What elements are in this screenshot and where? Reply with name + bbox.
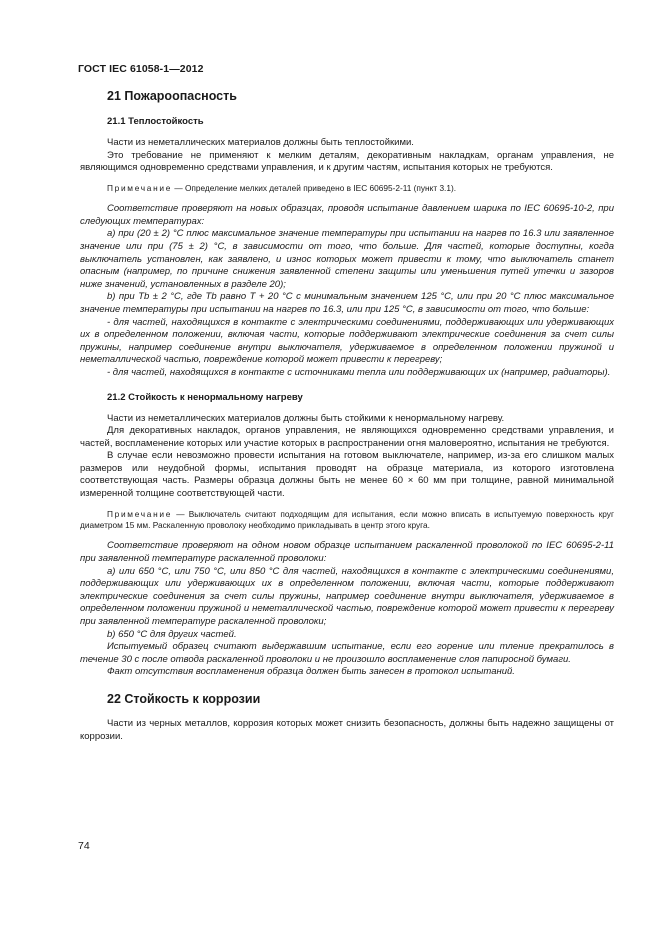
paragraph: Части из неметаллических материалов должны быть теплостойкими. <box>107 137 414 148</box>
paragraph: Части из неметаллических материалов должны быть стойкими к ненормальному нагреву. <box>107 412 505 424</box>
note-label: Примечание <box>107 508 173 519</box>
page-number: 74 <box>78 840 90 852</box>
italic-paragraph: - для частей, находящихся в контакте с источниками тепла или поддерживающих их (например, радиаторы). <box>107 366 611 378</box>
subsection-21-2-title: 21.2 Стойкость к ненормальному нагреву <box>107 391 303 403</box>
note <box>80 509 614 532</box>
italic-paragraph: Соответствие проверяют на одном новом образце испытанием раскаленной проволокой по IEC 60695-2-11 при заявленной температуре раскаленной проволоки: <box>80 540 614 565</box>
paragraph: Части из черных металлов, коррозия которых может снизить безопасность, должны быть надежно защищены от коррозии. <box>80 718 614 742</box>
italic-paragraph: Соответствие проверяют на новых образцах, проводя испытание давлением шарика по IEC 60695-10-2, при следующих температурах: <box>80 203 614 227</box>
section-22-title: 22 Стойкость к коррозии <box>107 692 261 706</box>
section-21-title: 21 Пожароопасность <box>107 89 237 103</box>
italic-paragraph: a) или 650 °С, или 750 °С, или 850 °С для частей, находящихся в контакте с электрическими соединениями, поддерживающих или удерживающих их в определенном положении, включая части, которые поддерживают электрические соединения за счет силы пружины, например соединение внутри выключателя, удерживаемое в определенном положении пружиной и неметаллической частью, повреждение которой может привести к перегреву при заявленной температуре раскаленной проволоки; <box>80 565 614 628</box>
note-label: Примечание <box>107 182 173 193</box>
italic-paragraph: b) 650 °С для других частей. <box>107 628 237 640</box>
italic-paragraph: b) при Tb ± 2 °С, где Tb равно T + 20 °С с минимальным значением 125 °С, или при 20 °С плюс максимальное значение температуры при испытании на нагрев по 16.3, или при 125 °С, в зависимости от того, что больше: <box>80 291 614 315</box>
note-text: — Определение мелких деталей приведено в IEC 60695-2-11 (пункт 3.1). <box>172 182 457 193</box>
page-content <box>80 84 614 743</box>
standard-header: ГОСТ IEC 61058-1—2012 <box>78 63 204 75</box>
italic-paragraph: Факт отсутствия воспламенения образца должен быть занесен в протокол испытаний. <box>107 666 515 678</box>
note-text: — Выключатель считают подходящим для испытания, если можно вписать в испытуемую поверхность круг диаметром 15 мм. Раскаленную проволоку необходимо прикладывать в центр этого круга. <box>80 508 614 531</box>
italic-paragraph: - для частей, находящихся в контакте с электрическими соединениями, поддерживающих или удерживающих их в определенном положении, включая части, которые поддерживают электрические соединения за счет силы пружины, например соединение внутри выключателя, удерживаемое в определенном положении пружиной и неметаллической частью, повреждение которой может привести к перегреву; <box>80 316 614 366</box>
italic-paragraph: Испытуемый образец считают выдержавшим испытание, если его горение или тление прекратилось в течение 30 с после отвода раскаленной проволоки и не произошло воспламенение слоя папиросной бумаги. <box>80 641 614 665</box>
subsection-21-1-title: 21.1 Теплостойкость <box>107 116 204 127</box>
paragraph: Для декоративных накладок, органов управления, не являющихся одновременно средствами управления, и частей, воспламенение которых или участие которых в распространении огня маловероятно, испытания не требуются. <box>80 425 614 449</box>
paragraph: Это требование не применяют к мелким деталям, декоративным накладкам, органам управления, не являющимся одновременно средствами управления, и к другим частям, испытания которых не требуются. <box>80 149 614 174</box>
paragraph: В случае если невозможно провести испытания на готовом выключателе, например, из-за его слишком малых размеров или неудобной формы, испытания проводят на образце материала, из которого изготовлена соответствующая часть. Размеры образца должны быть не менее 60 × 60 мм при толщине, равной минимальной измеренной толщине соответствующей части. <box>80 450 614 500</box>
italic-paragraph: a) при (20 ± 2) °С плюс максимальное значение температуры при испытании на нагрев по 16.3 или заявленное значение или при (75 ± 2) °С, в зависимости от того, что больше. Для частей, которые доступны, когда выключатель установлен, как заявлено, и износ которых может привести к тому, что выключатель станет опасным (например, по причине снижения заявленной степени защиты или уменьшения путей утечки и зазоров ниже значений, установленных в разделе 20); <box>80 228 614 290</box>
note <box>80 183 614 194</box>
